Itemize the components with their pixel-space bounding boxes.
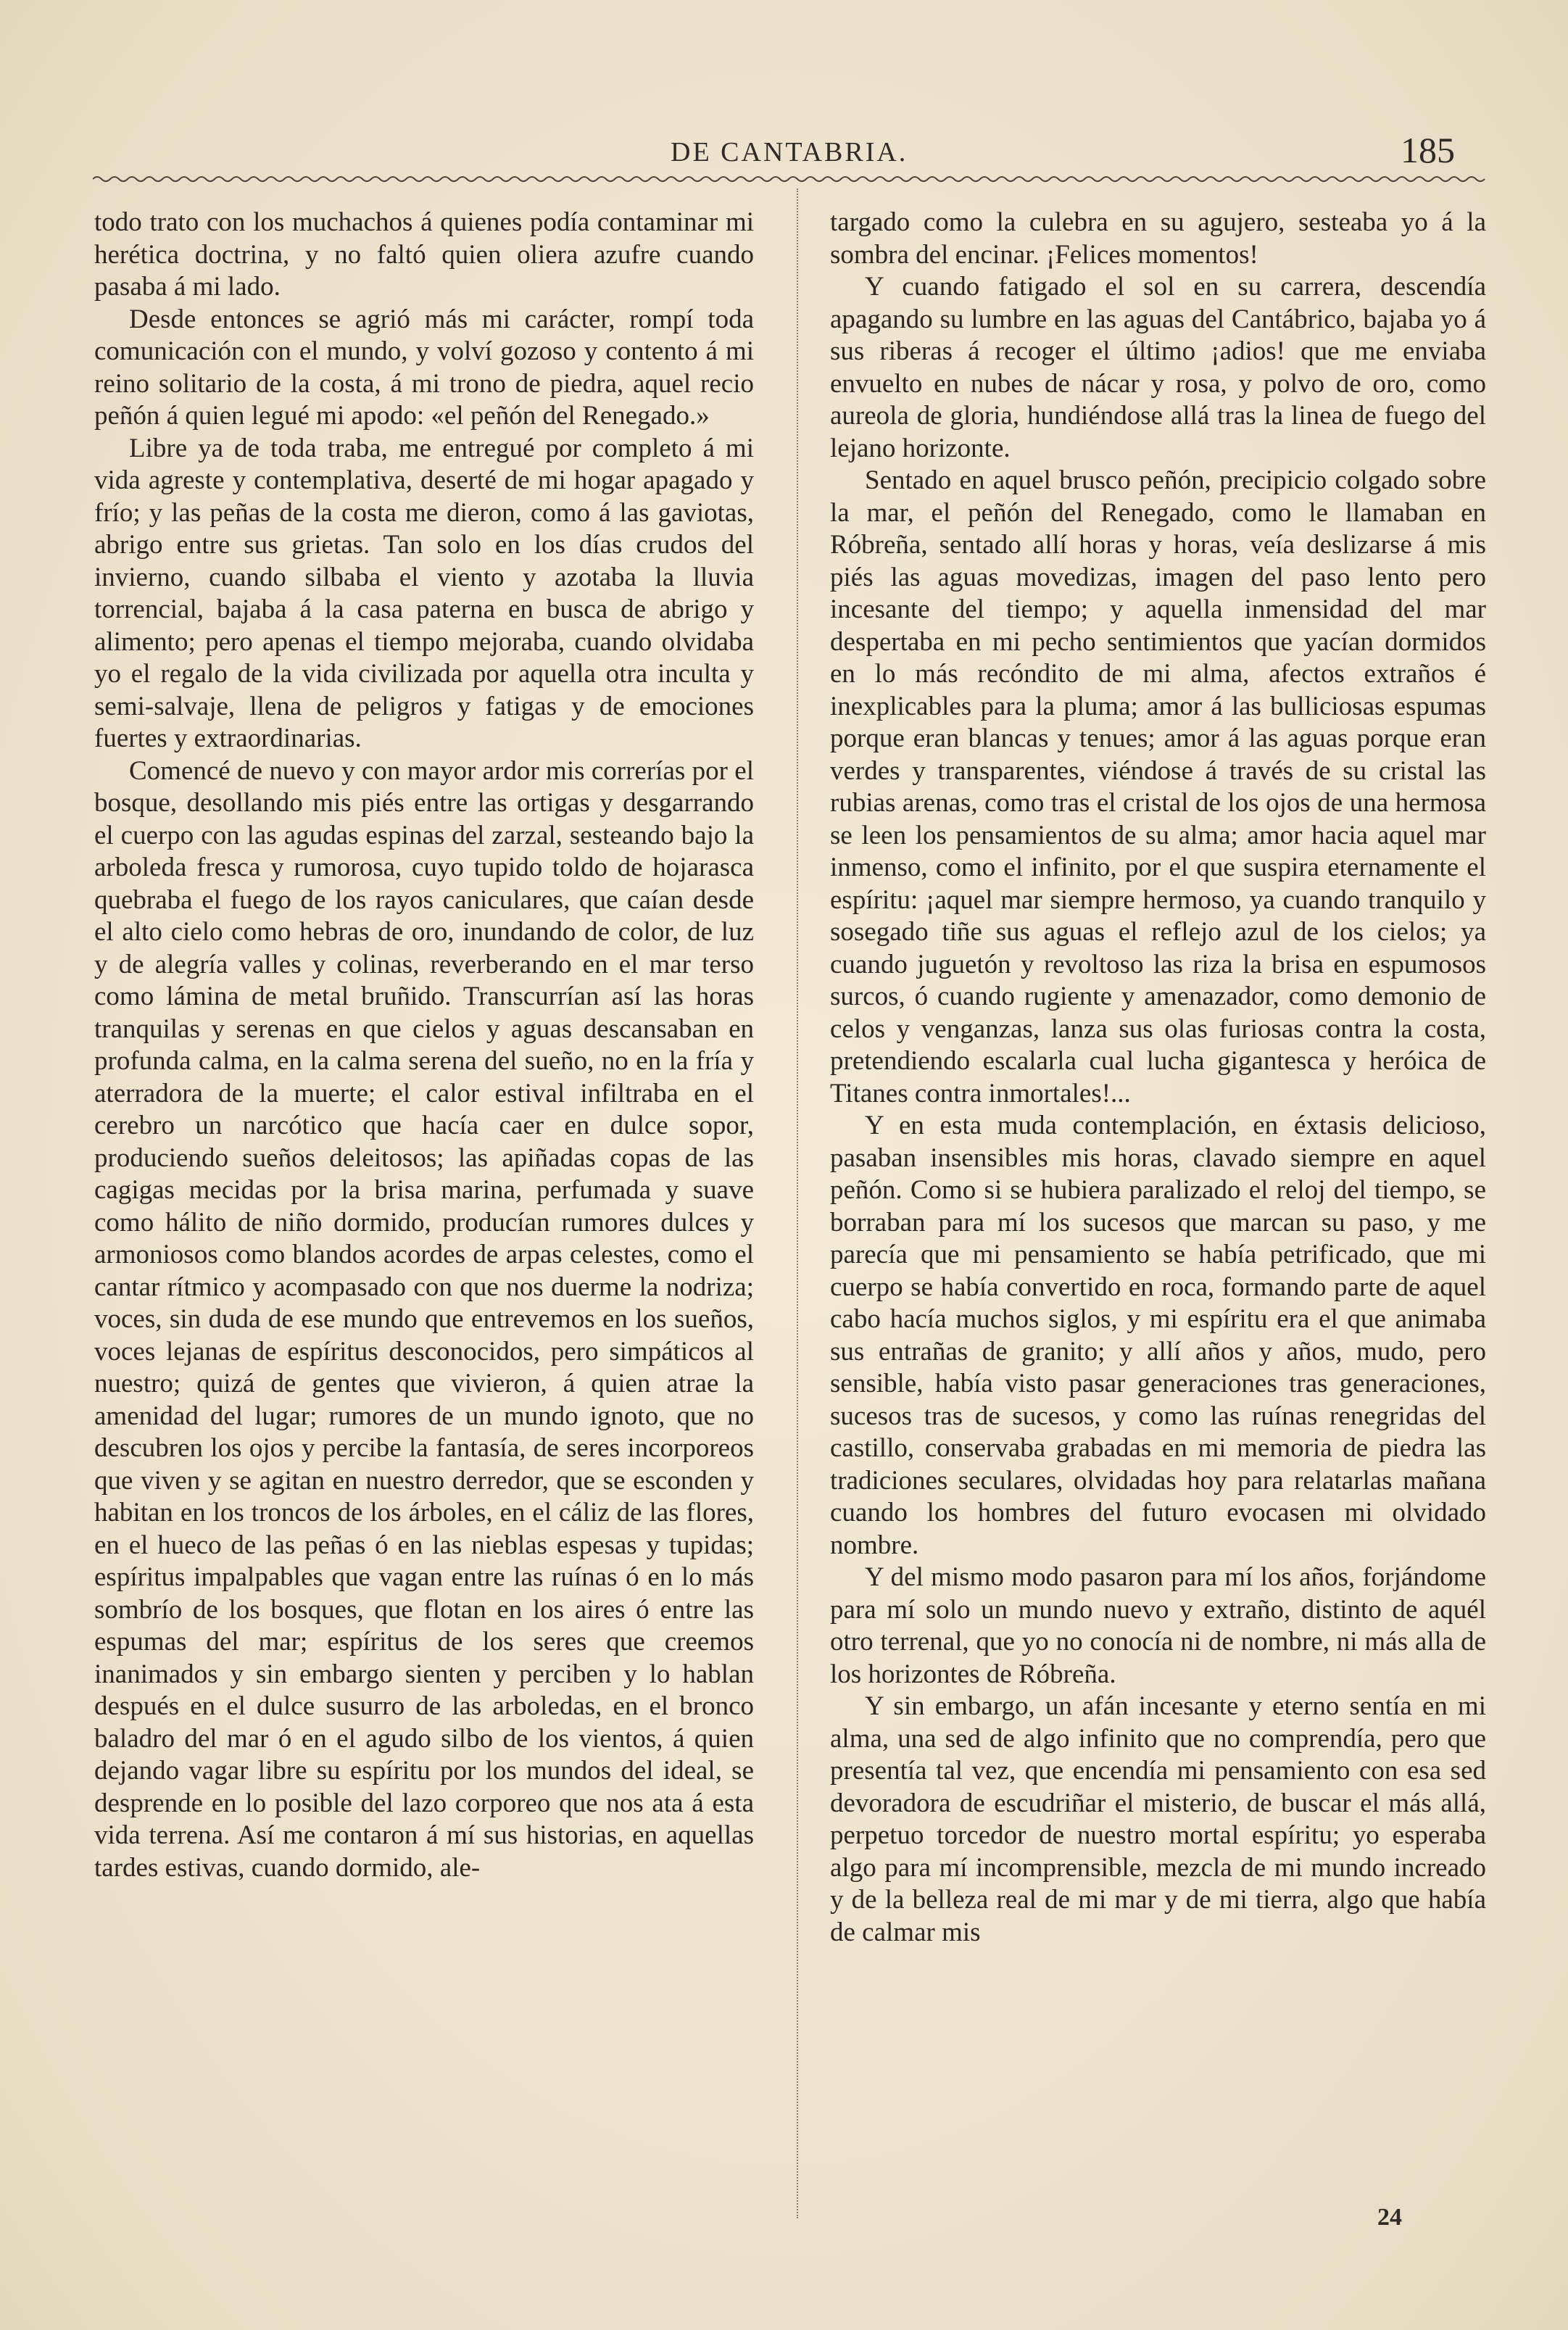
left-column [94,207,754,1884]
paragraph: todo trato con los muchachos á quienes podía contaminar mi herética doctrina, y no faltó quien oliera azufre cuando pasaba á mi lado. [94,207,754,302]
paragraph: Y cuando fatigado el sol en su carrera, descendía apagando su lumbre en las aguas del Cantábrico, bajaba yo á sus riberas á recoger el último ¡adios! que me enviaba envuelto en nubes de nácar y rosa, y polvo de oro, como aureola de gloria, hundiéndose allá tras la linea de fuego del lejano horizonte. [830,272,1486,463]
paragraph: Y sin embargo, un afán incesante y eterno sentía en mi alma, una sed de algo infinito que no comprendía, pero que presentía tal vez, que encendía mi pensamiento con esa sed devoradora de escudriñar el misterio, de buscar el más allá, perpetuo torcedor de nuestro mortal espíritu; yo esperaba algo para mí incomprensible, mezcla de mi mundo increado y de la belleza real de mi mar y de mi tierra, algo que había de calmar mis [830,1691,1486,1947]
running-head [0,129,1568,180]
right-column [830,207,1486,1949]
paragraph: Sentado en aquel brusco peñón, precipicio colgado sobre la mar, el peñón del Renegado, como le llamaban en Róbreña, sentado allí horas y horas, veía deslizarse á mis piés las aguas movedizas, imagen del paso lento pero incesante del tiempo; y aquella inmensidad del mar despertaba en mi pecho sentimientos que yacían dormidos en lo más recóndito de mi alma, afectos extraños é inexplicables para la pluma; amor á las bulliciosas espumas porque eran blancas y tenues; amor á las aguas porque eran verdes y transparentes, viéndose á través de su cristal las rubias arenas, como tras el cristal de los ojos de una hermosa se leen los pensamientos de su alma; amor hacia aquel mar inmenso, como el infinito, por el que suspira eternamente el espíritu: ¡aquel mar siempre hermoso, ya cuando tranquilo y sosegado tiñe sus aguas el reflejo azul de los cielos; ya cuando juguetón y revoltoso las riza la brisa en espumosos surcos, ó cuando rugiente y amenazador, como demonio de celos y venganzas, lanza sus olas furiosas contra la costa, pretendiendo escalarla cual lucha gigantesca y heróica de Titanes contra inmortales!... [830,465,1486,1108]
column-divider [797,188,801,2218]
page-number: 185 [1401,130,1455,170]
paragraph: Libre ya de toda traba, me entregué por completo á mi vida agreste y contemplativa, deserté de mi hogar apagado y frío; y las peñas de la costa me dieron, como á las gaviotas, abrigo entre sus grietas. Tan solo en los días crudos del invierno, cuando silbaba el viento y azotaba la lluvia torrencial, bajaba á la casa paterna en busca de abrigo y alimento; pero apenas el tiempo mejoraba, cuando olvidaba yo el regalo de la vida civilizada por aquella otra inculta y semi-salvaje, llena de peligros y fatigas y de emociones fuertes y extraordinarias. [94,433,754,753]
paragraph: targado como la culebra en su agujero, sesteaba yo á la sombra del encinar. ¡Felices momentos! [830,207,1486,270]
paragraph: Y del mismo modo pasaron para mí los años, forjándome para mí solo un mundo nuevo y extraño, distinto de aquél otro terrenal, que yo no conocía ni de nombre, ni más alla de los horizontes de Róbreña. [830,1562,1486,1689]
running-title: DE CANTABRIA. [671,137,908,167]
paragraph: Y en esta muda contemplación, en éxtasis delicioso, pasaban insensibles mis horas, clavado siempre en aquel peñón. Como si se hubiera paralizado el reloj del tiempo, se borraban para mí los sucesos que marcan su paso, y me parecía que mi pensamiento se había petrificado, que mi cuerpo se había convertido en roca, formando parte de aquel cabo hacía muchos siglos, y mi espíritu era el que animaba sus entrañas de granito; y allí años y años, mudo, pero sensible, había visto pasar generaciones tras generaciones, sucesos tras de sucesos, y como las ruínas renegridas del castillo, conservaba grabadas en mi memoria de piedra las tradiciones seculares, olvidadas hoy para relatarlas mañana cuando los hombres del futuro evocasen mi olvidado nombre. [830,1111,1486,1560]
paragraph: Comencé de nuevo y con mayor ardor mis correrías por el bosque, desollando mis piés entre las ortigas y desgarrando el cuerpo con las agudas espinas del zarzal, sesteando bajo la arboleda fresca y rumorosa, cuyo tupido toldo de hojarasca quebraba el fuego de los rayos caniculares, que caían desde el alto cielo como hebras de oro, inundando de color, de luz y de alegría valles y colinas, reverberando en el mar terso como lámina de metal bruñido. Transcurrían así las horas tranquilas y serenas en que cielos y aguas descansaban en profunda calma, en la calma serena del sueño, no en la fría y aterradora de la muerte; el calor estival infiltraba en el cerebro un narcótico que hacía caer en dulce sopor, produciendo sueños deleitosos; las apiñadas copas de las cagigas mecidas por la brisa marina, perfumada y suave como hálito de niño dormido, producían rumores dulces y armoniosos como blandos acordes de arpas celestes, como el cantar rítmico y acompasado con que nos duerme la nodriza; voces, sin duda de ese mundo que entrevemos en los sueños, voces lejanas de espíritus desconocidos, pero simpáticos al nuestro; quizá de gentes que vivieron, á quien atrae la amenidad del lugar; rumores de un mundo ignoto, que no descubren los ojos y percibe la fantasía, de seres incorporeos que viven y se agitan en nuestro derredor, que se esconden y habitan en los troncos de los árboles, en el cáliz de las flores, en el hueco de las peñas ó en las nieblas espesas y tupidas; espíritus impalpables que vagan entre las ruínas ó en lo más sombrío de los bosques, que flotan en los aires ó entre las espumas del mar; espíritus de los seres que creemos inanimados y sin embargo sienten y perciben y lo hablan después en el dulce susurro de las arboledas, en el bronco baladro del mar ó en el agudo silbo de los vientos, á quien dejando vagar libre su espíritu por los mundos del ideal, se desprende en lo posible del lazo corporeo que nos ata á esta vida terrena. Así me contaron á mí sus historias, en aquellas tardes estivas, cuando dormido, ale- [94,755,754,1883]
signature-mark: 24 [1377,2204,1402,2231]
header-wavy-rule [93,174,1488,184]
paragraph: Desde entonces se agrió más mi carácter, rompí toda comunicación con el mundo, y volví gozoso y contento á mi reino solitario de la costa, á mi trono de piedra, aquel recio peñón á quien legué mi apodo: «el peñón del Renegado.» [94,304,754,431]
